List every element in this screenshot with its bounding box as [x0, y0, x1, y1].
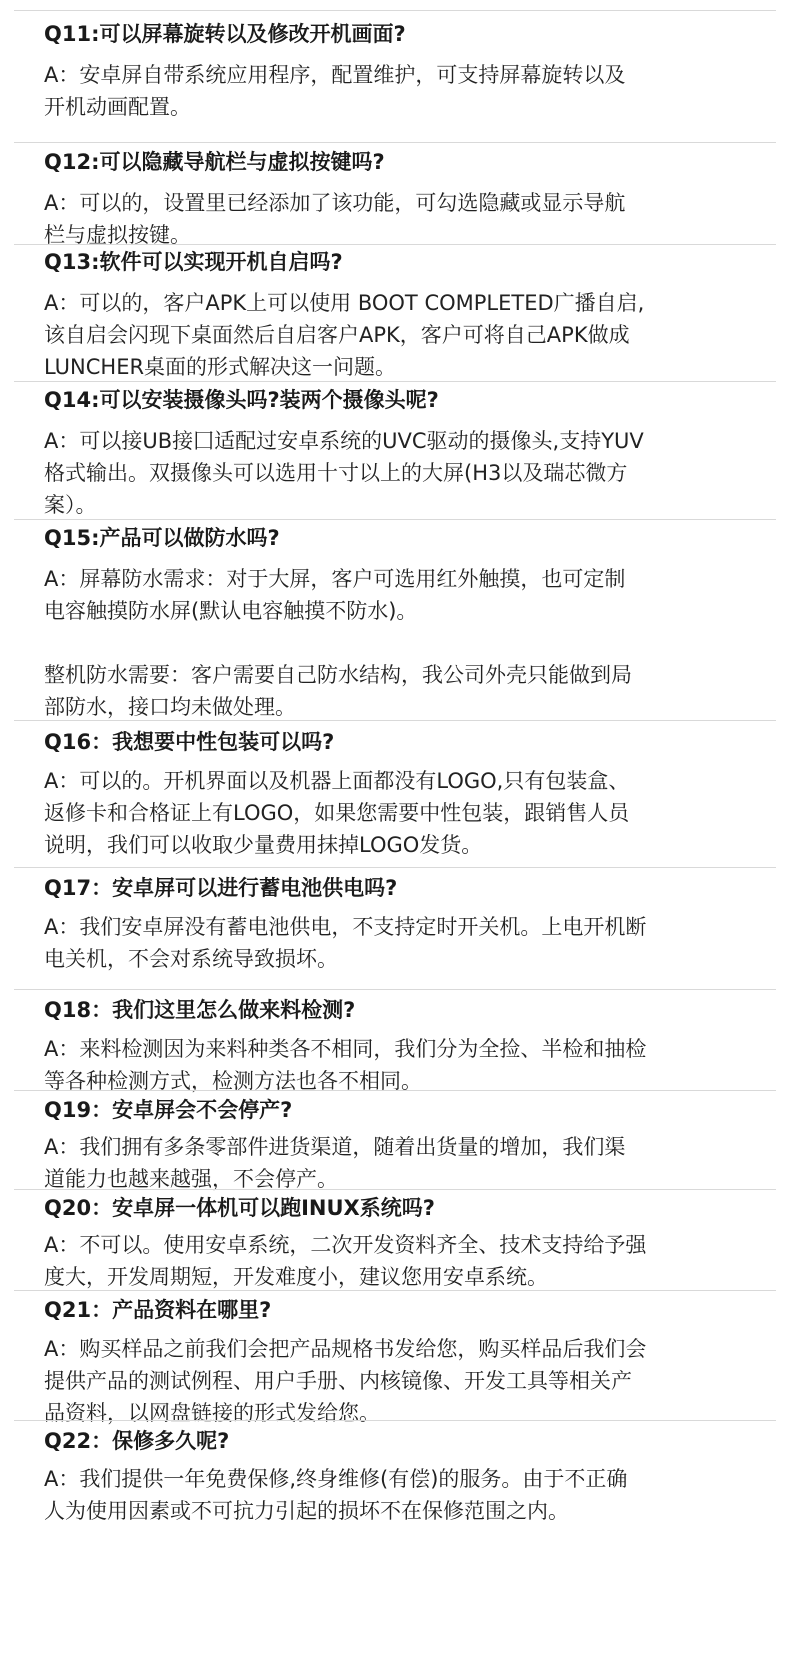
faq-question: Q21：产品资料在哪里?	[44, 1298, 272, 1322]
faq-item	[14, 381, 776, 519]
faq-answer	[44, 425, 774, 521]
faq-answer-line: 整机防水需要：客户需要自己防水结构，我公司外壳只能做到局	[44, 663, 632, 687]
faq-question: Q14:可以安装摄像头吗?装两个摄像头呢?	[44, 388, 439, 412]
faq-answer-line: A：可以的，设置里已经添加了该功能，可勾选隐藏或显示导航	[44, 191, 626, 215]
faq-answer-line: A：可以接UB接囗适配过安卓系统的UVC驱动的摄像头,支持YUV	[44, 429, 644, 453]
faq-answer	[44, 287, 774, 383]
faq-answer-line: A：屏幕防水需求：对于大屏，客户可选用红外触摸，也可定制	[44, 567, 626, 591]
faq-answer	[44, 765, 774, 861]
faq-item	[14, 519, 776, 720]
faq-item	[14, 989, 776, 1093]
faq-answer-line: 部防水，接口均未做处理。	[44, 695, 296, 719]
faq-answer	[44, 911, 774, 975]
faq-answer-gap	[44, 627, 774, 659]
faq-question: Q15:产品可以做防水吗?	[44, 526, 280, 550]
faq-answer	[44, 1033, 774, 1097]
faq-answer-line: 电关机，不会对系统导致损坏。	[44, 947, 338, 971]
faq-answer	[44, 1229, 774, 1293]
faq-question: Q19：安卓屏会不会停产?	[44, 1098, 293, 1122]
faq-question: Q11:可以屏幕旋转以及修改开机画面?	[44, 22, 406, 46]
faq-item	[14, 244, 776, 381]
faq-answer-line: 道能力也越来越强，不会停产。	[44, 1167, 338, 1191]
faq-answer-line: 格式输出。双摄像头可以选用十寸以上的大屏(H3以及瑞芯微方	[44, 461, 628, 485]
faq-answer-line: A：安卓屏自带系统应用程序，配置维护，可支持屏幕旋转以及	[44, 63, 626, 87]
faq-question: Q20：安卓屏一体机可以跑INUX系统吗?	[44, 1196, 435, 1220]
faq-question: Q13:软件可以实现开机自启吗?	[44, 250, 343, 274]
faq-answer-line: A：我们提供一年免费保修,终身维修(有偿)的服务。由于不正确	[44, 1467, 628, 1491]
faq-item	[14, 1090, 776, 1189]
faq-answer-line: 电容触摸防水屏(默认电容触摸不防水)。	[44, 599, 418, 623]
faq-answer-line: 返修卡和合格证上有LOGO，如果您需要中性包装，跟销售人员	[44, 801, 630, 825]
faq-answer-line: 品资料，以网盘链接的形式发给您。	[44, 1401, 380, 1425]
faq-question: Q22：保修多久呢?	[44, 1429, 230, 1453]
faq-answer-line: A：我们安卓屏没有蓄电池供电，不支持定时开关机。上电开机断	[44, 915, 647, 939]
faq-answer-line: 度大，开发周期短，开发难度小，建议您用安卓系统。	[44, 1265, 548, 1289]
faq-answer-line: 说明，我们可以收取少量费用抹掉LOGO发货。	[44, 833, 483, 857]
faq-answer-line: 人为使用因素或不可抗力引起的损坏不在保修范围之内。	[44, 1499, 569, 1523]
faq-answer-line: A：可以的，客户APK上可以使用 BOOT COMPLETED广播自启,	[44, 291, 645, 315]
faq-item	[14, 142, 776, 247]
faq-answer-line: A：我们拥有多条零部件进货渠道，随着出货量的增加，我们渠	[44, 1135, 626, 1159]
faq-answer	[44, 59, 774, 123]
faq-answer-line: LUNCHER桌面的形式解决这一问题。	[44, 355, 397, 379]
faq-item	[14, 1189, 776, 1290]
faq-answer	[44, 187, 774, 251]
faq-answer-line: 提供产品的测试例程、用户手册、内核镜像、开发工具等相关产	[44, 1369, 632, 1393]
faq-item	[14, 10, 776, 142]
faq-answer-line: 案）。	[44, 493, 97, 517]
faq-answer-line: 开机动画配置。	[44, 95, 191, 119]
faq-question: Q12:可以隐藏导航栏与虚拟按键吗?	[44, 150, 385, 174]
faq-answer	[44, 563, 774, 723]
faq-item	[14, 1420, 776, 1610]
faq-question: Q16：我想要中性包装可以吗?	[44, 730, 335, 754]
faq-answer	[44, 1333, 774, 1429]
faq-item	[14, 1290, 776, 1425]
faq-answer-line: A：购买样品之前我们会把产品规格书发给您，购买样品后我们会	[44, 1337, 647, 1361]
faq-answer-line: A：可以的。开机界面以及机器上面都没有LOGO,只有包装盒、	[44, 769, 630, 793]
faq-item	[14, 867, 776, 989]
faq-answer-line: 该自启会闪现下桌面然后自启客户APK，客户可将自己APK做成	[44, 323, 630, 347]
faq-question: Q17：安卓屏可以进行蓄电池供电吗?	[44, 876, 398, 900]
faq-answer	[44, 1463, 774, 1527]
faq-answer-line: 栏与虚拟按键。	[44, 223, 191, 247]
faq-question: Q18：我们这里怎么做来料检测?	[44, 998, 356, 1022]
faq-answer	[44, 1131, 774, 1195]
faq-item	[14, 720, 776, 867]
faq-answer-line: A：不可以。使用安卓系统，二次开发资料齐全、技术支持给予强	[44, 1233, 647, 1257]
faq-answer-line: 等各种检测方式，检测方法也各不相同。	[44, 1069, 422, 1093]
faq-answer-line: A：来料检测因为来料种类各不相同，我们分为全捡、半检和抽检	[44, 1037, 647, 1061]
